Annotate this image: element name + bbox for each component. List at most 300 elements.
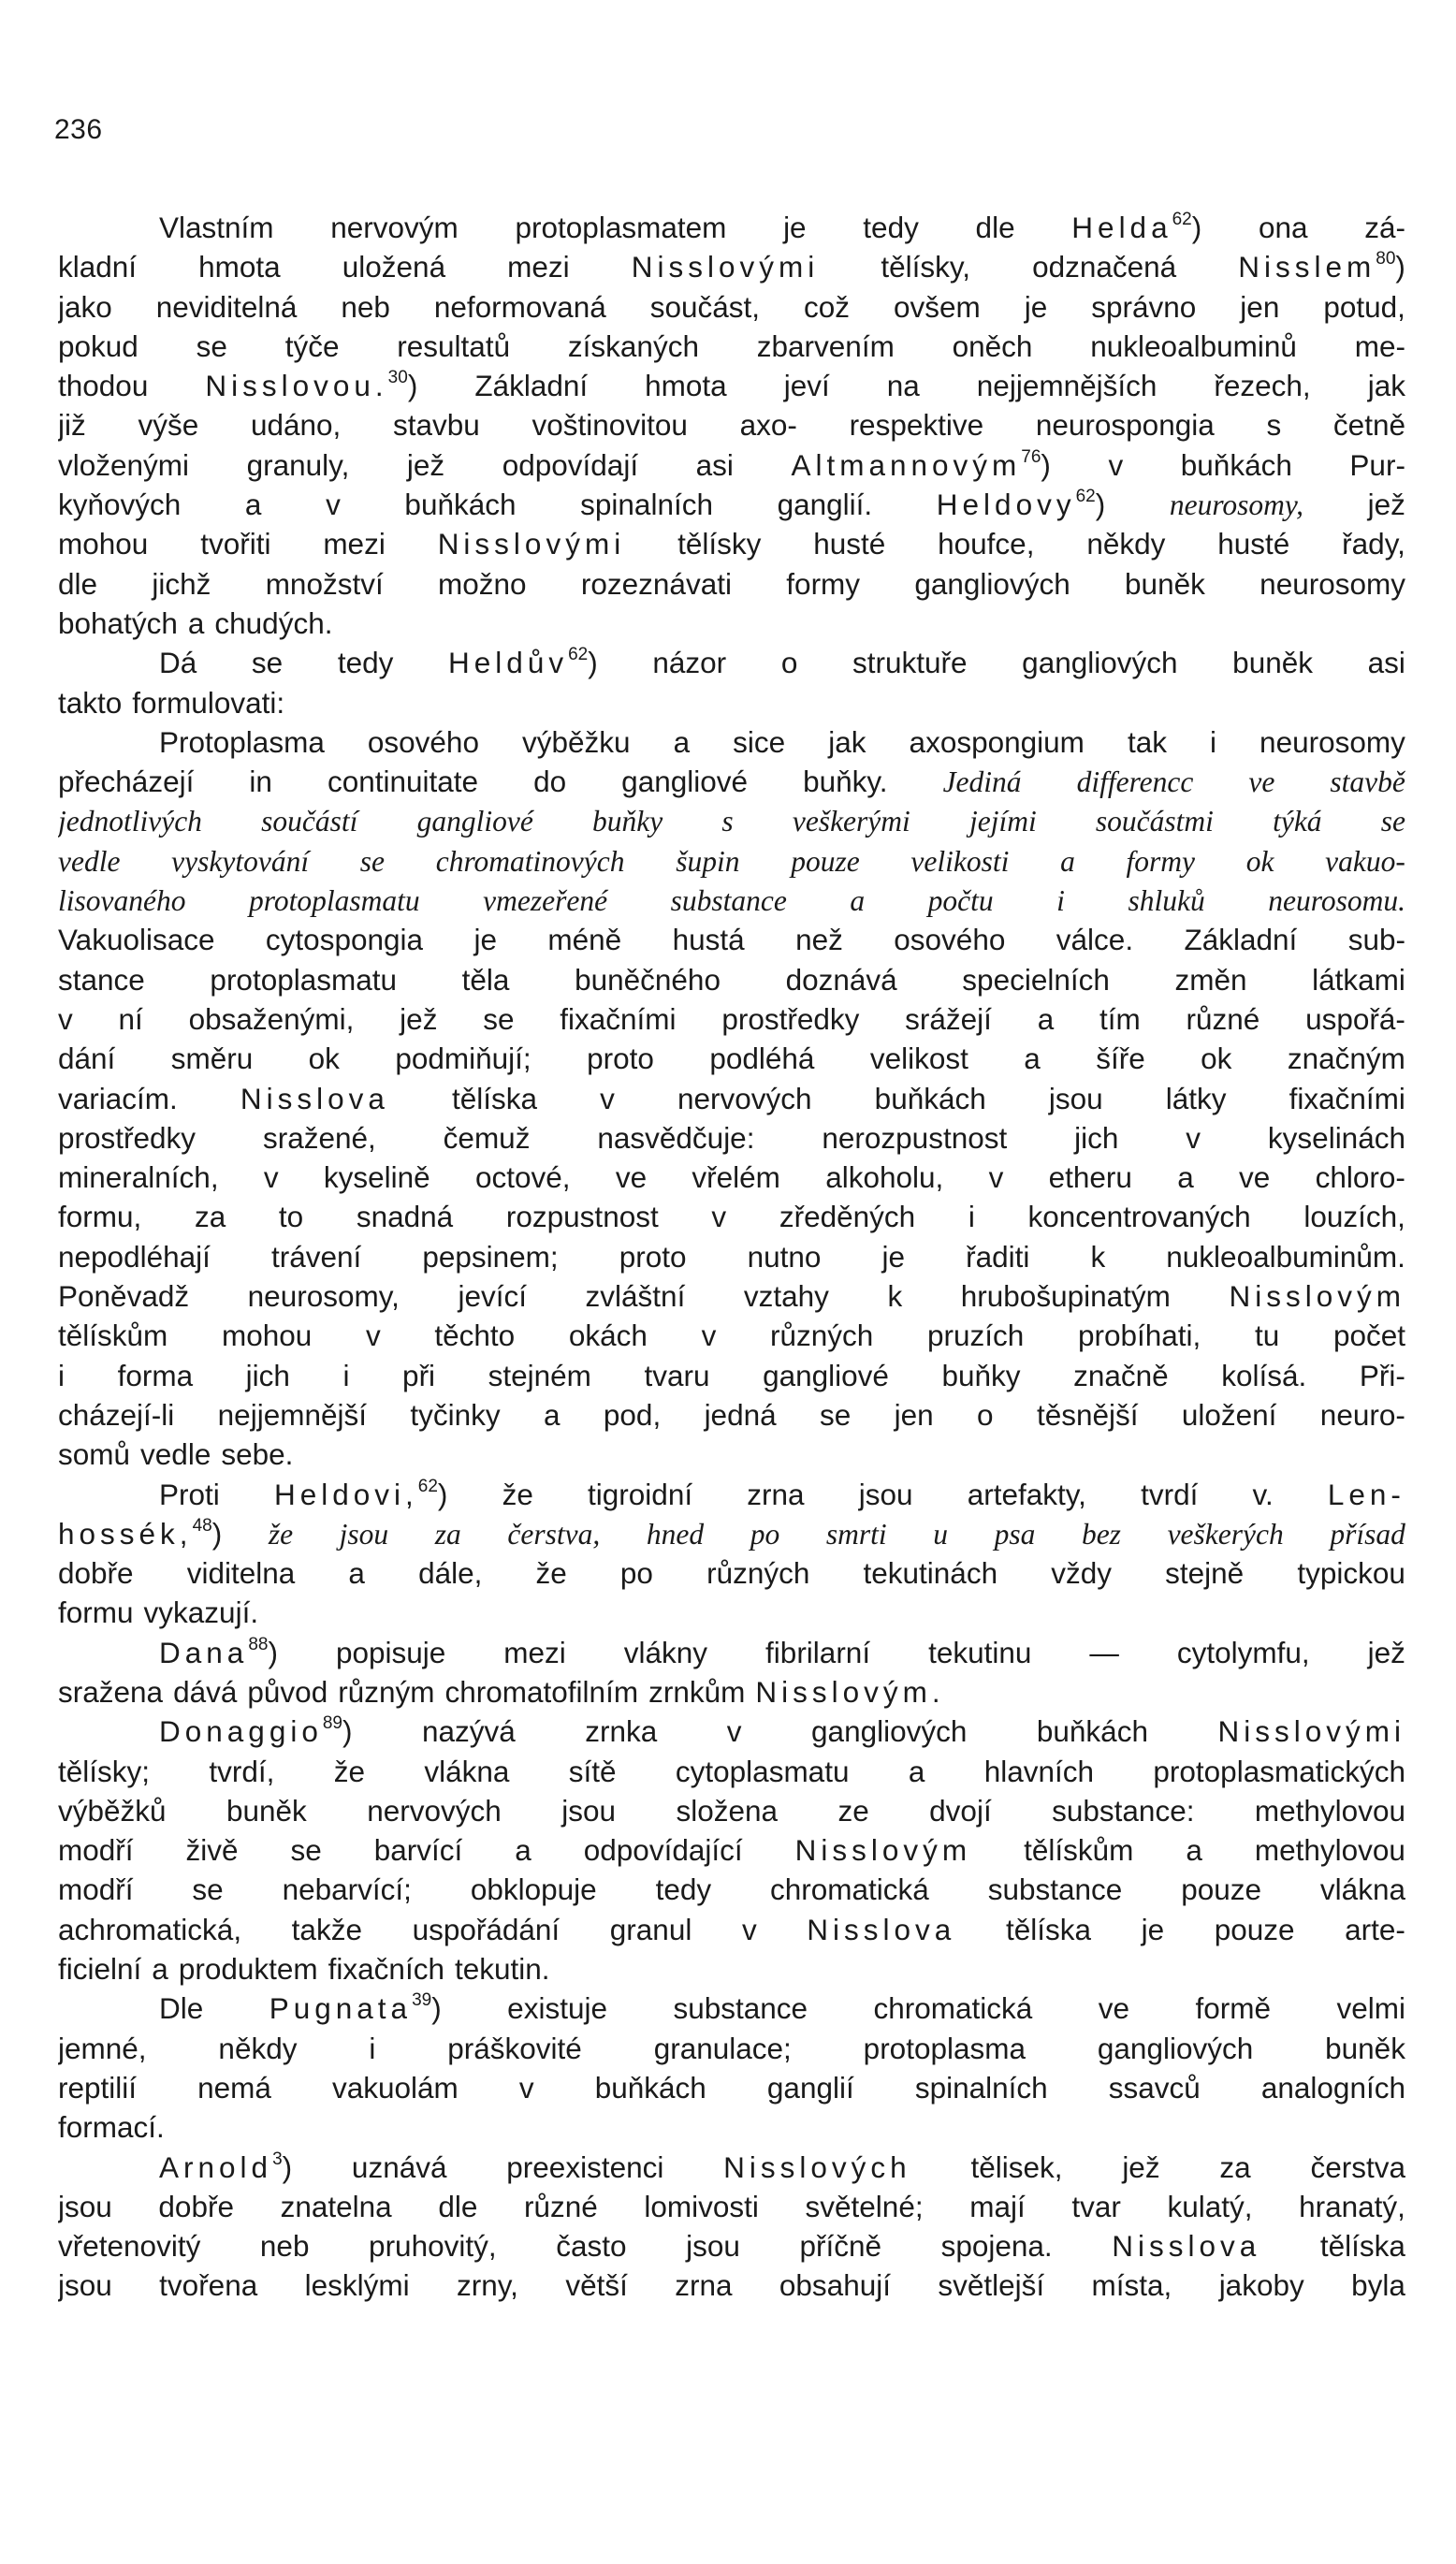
word bbox=[1320, 1395, 1405, 1435]
word bbox=[338, 1672, 434, 1712]
author-name: Heldovy bbox=[936, 488, 1076, 522]
word bbox=[1328, 1475, 1405, 1514]
word-text: a bbox=[515, 1833, 531, 1868]
word bbox=[424, 1752, 509, 1791]
word bbox=[58, 1553, 134, 1593]
word bbox=[561, 1791, 616, 1830]
word-text: popisuje bbox=[335, 1635, 446, 1669]
word-text: rozpustnost bbox=[505, 1200, 659, 1234]
word-text: jako bbox=[58, 289, 112, 324]
word bbox=[795, 920, 843, 959]
word bbox=[1330, 1514, 1405, 1553]
author-name: Nisslovými bbox=[631, 250, 820, 284]
word-text: obsaženými, bbox=[188, 1001, 355, 1036]
italic-word: s bbox=[721, 805, 734, 838]
word-text: tekutinu bbox=[928, 1635, 1032, 1669]
word-text: ovšem bbox=[894, 289, 981, 324]
author-name: Helda bbox=[1071, 211, 1172, 244]
word bbox=[850, 881, 865, 920]
word-text: osového bbox=[894, 923, 1006, 957]
word-text: změn bbox=[1174, 962, 1247, 997]
word bbox=[348, 1553, 365, 1593]
word bbox=[159, 722, 325, 762]
word bbox=[519, 2068, 534, 2107]
word-text: těsnější bbox=[1036, 1397, 1139, 1432]
word bbox=[507, 1989, 607, 2028]
word-text: v bbox=[1186, 1120, 1201, 1155]
body-text bbox=[58, 208, 1405, 2306]
word-text: pouze bbox=[1181, 1872, 1262, 1907]
author-name: Nisslovými bbox=[1217, 1714, 1405, 1749]
word bbox=[132, 683, 284, 722]
word-text: stavbu bbox=[393, 408, 480, 443]
word bbox=[58, 604, 178, 643]
word bbox=[1099, 999, 1141, 1039]
word-text: jež bbox=[400, 1001, 438, 1036]
word bbox=[458, 1276, 527, 1316]
word-text: vztahy bbox=[743, 1279, 829, 1314]
word bbox=[587, 1039, 654, 1078]
word bbox=[1351, 2265, 1405, 2305]
word bbox=[870, 1039, 968, 1078]
word bbox=[1177, 1158, 1194, 1197]
word bbox=[770, 1870, 929, 1909]
word bbox=[404, 485, 516, 524]
word-text: tělískům bbox=[1024, 1833, 1134, 1868]
word bbox=[864, 2029, 1026, 2068]
text-line bbox=[58, 604, 1405, 643]
word-text: preexistenci bbox=[506, 2149, 664, 2184]
word bbox=[938, 524, 1034, 563]
word-text: v. bbox=[1252, 1477, 1274, 1511]
word bbox=[711, 1197, 726, 1236]
word-text: jsou bbox=[561, 1793, 617, 1828]
word-text: spinalních bbox=[580, 488, 713, 522]
word bbox=[1214, 366, 1310, 405]
word bbox=[984, 1752, 1094, 1791]
word-text: respektive bbox=[849, 408, 984, 443]
word-text: tedy bbox=[337, 646, 394, 680]
word-text: mineralních, bbox=[58, 1160, 219, 1195]
word bbox=[1239, 1158, 1270, 1197]
word-text: s bbox=[1266, 408, 1282, 443]
word-text: formu, bbox=[58, 1200, 142, 1234]
text-line bbox=[58, 999, 1405, 1039]
paren: ) bbox=[282, 2149, 293, 2184]
word bbox=[1166, 1237, 1405, 1276]
word-text: dání bbox=[58, 1042, 116, 1076]
text-line bbox=[58, 1712, 1405, 1751]
word-text: a bbox=[152, 1952, 168, 1987]
word-text: stance bbox=[58, 962, 145, 997]
word bbox=[438, 564, 527, 604]
word-text: se bbox=[192, 1872, 224, 1907]
word-text: v bbox=[58, 1001, 73, 1036]
italic-word: ve bbox=[1248, 765, 1275, 799]
word-text: hlavních bbox=[983, 1754, 1095, 1788]
word bbox=[547, 920, 621, 959]
word bbox=[58, 1672, 163, 1712]
text-line bbox=[58, 1791, 1405, 1830]
word-text: formě bbox=[1195, 1991, 1272, 2026]
word bbox=[58, 1276, 189, 1316]
word-text: osového bbox=[367, 724, 479, 759]
word-text: a bbox=[1024, 1042, 1041, 1076]
word bbox=[58, 1870, 134, 1909]
word bbox=[1297, 1553, 1405, 1593]
author-name: Arnold bbox=[159, 2149, 273, 2184]
word-text: forma bbox=[117, 1358, 194, 1392]
word-text: velikost bbox=[869, 1042, 968, 1076]
word bbox=[1325, 841, 1405, 881]
word bbox=[677, 524, 761, 563]
word-text: v bbox=[365, 1318, 381, 1353]
word-text: těchto bbox=[434, 1318, 516, 1353]
italic-word: ok bbox=[1245, 844, 1274, 878]
word bbox=[58, 1752, 150, 1791]
word bbox=[249, 881, 420, 920]
word-text: gangliových bbox=[914, 566, 1070, 601]
citation-number: 76 bbox=[1021, 446, 1041, 467]
word-text: chromatická bbox=[873, 1991, 1033, 2026]
word-text: pruzích bbox=[926, 1318, 1025, 1353]
word-text: vlákna bbox=[1319, 1872, 1405, 1907]
citation-number: 62 bbox=[1172, 210, 1192, 229]
word bbox=[806, 2187, 924, 2226]
word bbox=[1215, 1910, 1295, 1949]
text-line bbox=[58, 722, 1405, 762]
word bbox=[905, 999, 992, 1039]
word bbox=[332, 2068, 459, 2107]
word-text: to bbox=[278, 1200, 304, 1234]
word bbox=[324, 1158, 430, 1197]
word bbox=[58, 1356, 65, 1395]
word-text: mezi bbox=[323, 527, 386, 561]
word-text: i bbox=[58, 1358, 65, 1392]
word-text: jedná bbox=[704, 1397, 777, 1432]
word-text: nervových bbox=[677, 1081, 812, 1115]
word bbox=[222, 1316, 312, 1355]
word bbox=[1090, 327, 1297, 366]
word-text: ssavců bbox=[1108, 2070, 1201, 2105]
word bbox=[1221, 1356, 1306, 1395]
word-text: i bbox=[369, 2031, 376, 2065]
text-line bbox=[58, 1633, 1405, 1672]
word-text: pepsinem; bbox=[422, 1239, 559, 1274]
word-text: Při- bbox=[1359, 1358, 1405, 1392]
italic-word: veškerých bbox=[1167, 1517, 1284, 1551]
word-text: kyňových bbox=[58, 488, 182, 522]
word bbox=[568, 327, 699, 366]
word bbox=[326, 485, 341, 524]
italic-word: jednotlivých bbox=[58, 805, 202, 838]
word bbox=[279, 1197, 303, 1236]
word bbox=[1028, 1197, 1251, 1236]
word bbox=[791, 445, 1050, 485]
word bbox=[600, 1079, 615, 1118]
word-text: nervovým bbox=[330, 211, 459, 244]
author-name: Pugnata bbox=[269, 1991, 413, 2026]
word bbox=[1368, 1633, 1405, 1672]
word bbox=[189, 999, 355, 1039]
word bbox=[522, 722, 631, 762]
word-text: bohatých bbox=[58, 605, 178, 640]
word bbox=[1336, 1989, 1405, 2028]
word-text: uznává bbox=[351, 2149, 447, 2184]
word bbox=[1074, 1118, 1118, 1158]
word bbox=[263, 1118, 376, 1158]
word bbox=[58, 1316, 167, 1355]
word bbox=[152, 1949, 168, 1989]
word-text: obklopuje bbox=[470, 1872, 597, 1907]
word bbox=[292, 1910, 362, 1949]
word bbox=[696, 445, 734, 485]
word-text: octové, bbox=[474, 1160, 571, 1195]
word bbox=[544, 1395, 561, 1435]
word bbox=[205, 366, 417, 405]
word bbox=[654, 2029, 792, 2068]
word-text: příčně bbox=[799, 2229, 882, 2264]
word-text: Proti bbox=[159, 1477, 220, 1511]
word bbox=[1310, 2148, 1405, 2187]
word bbox=[118, 1356, 194, 1395]
word-text: a bbox=[348, 1556, 365, 1591]
word bbox=[503, 1633, 566, 1672]
text-line bbox=[58, 287, 1405, 327]
word bbox=[285, 327, 340, 366]
word-text: sražené, bbox=[262, 1120, 376, 1155]
word-text: pouze bbox=[1214, 1912, 1295, 1946]
word-text: cytospongia bbox=[265, 923, 424, 957]
word-text: tělísky; bbox=[58, 1754, 151, 1788]
word bbox=[58, 1039, 115, 1078]
word-text: počet bbox=[1332, 1318, 1405, 1353]
text-line bbox=[58, 1316, 1405, 1355]
word-text: zvláštní bbox=[585, 1279, 686, 1314]
word-text: formy bbox=[786, 566, 861, 601]
word-text: tvaru bbox=[644, 1358, 710, 1392]
word bbox=[656, 1870, 712, 1909]
italic-word: lisovaného bbox=[58, 884, 186, 918]
word-text: je bbox=[1141, 1912, 1165, 1946]
word-text: asi bbox=[695, 447, 734, 482]
word bbox=[859, 1475, 913, 1514]
word-text: zředěných bbox=[779, 1200, 916, 1234]
text-line bbox=[58, 1237, 1405, 1276]
word bbox=[341, 287, 390, 327]
word-text: výběžku bbox=[522, 724, 631, 759]
word-text: buněk bbox=[1325, 2031, 1405, 2065]
word-text: práškovité bbox=[447, 2031, 582, 2065]
word bbox=[251, 405, 341, 444]
word bbox=[748, 1237, 822, 1276]
paren: ) bbox=[1041, 447, 1051, 482]
word bbox=[644, 2187, 759, 2226]
word-text: formu bbox=[58, 1595, 134, 1630]
word bbox=[140, 1435, 211, 1474]
word bbox=[330, 208, 459, 247]
word-text: byla bbox=[1351, 2268, 1405, 2303]
author-name: Nisslem bbox=[1238, 250, 1376, 284]
text-line bbox=[58, 960, 1405, 999]
italic-word: chromatinových bbox=[435, 844, 625, 878]
word bbox=[909, 1752, 925, 1791]
word-text: jichž bbox=[152, 566, 211, 601]
word-text: reptilií bbox=[58, 2070, 138, 2105]
word-text: takto bbox=[58, 685, 123, 720]
word-text: je bbox=[473, 923, 497, 957]
word bbox=[240, 1079, 389, 1118]
word bbox=[705, 1395, 777, 1435]
word bbox=[274, 1475, 447, 1514]
word-text: což bbox=[804, 289, 851, 324]
word bbox=[1255, 1791, 1405, 1830]
word bbox=[943, 762, 1022, 801]
word bbox=[779, 2265, 891, 2305]
text-line bbox=[58, 366, 1405, 405]
word bbox=[604, 1395, 661, 1435]
italic-word: týká bbox=[1273, 805, 1322, 838]
word bbox=[397, 327, 510, 366]
word bbox=[887, 1276, 902, 1316]
word bbox=[966, 1237, 1029, 1276]
word bbox=[757, 327, 895, 366]
word-text: cházejí-li bbox=[58, 1397, 175, 1432]
word bbox=[647, 1514, 704, 1553]
word-text: o bbox=[977, 1397, 994, 1432]
word bbox=[592, 801, 662, 840]
word bbox=[58, 1949, 141, 1989]
word-text: zrna bbox=[675, 2268, 733, 2303]
word-text: neurospongia bbox=[1035, 408, 1215, 443]
word-text: množství bbox=[265, 566, 384, 601]
word-text: ve bbox=[615, 1160, 648, 1195]
word bbox=[1037, 1712, 1148, 1751]
word bbox=[1273, 801, 1321, 840]
text-line bbox=[58, 485, 1405, 524]
word-text: protoplasma bbox=[863, 2031, 1026, 2065]
word-text: i bbox=[968, 1200, 975, 1234]
author-name: Donaggio bbox=[159, 1714, 323, 1749]
word-text: se bbox=[251, 646, 284, 680]
italic-word: differencc bbox=[1076, 765, 1194, 799]
word-text: protoplasmatických bbox=[1153, 1754, 1405, 1788]
word-text: znatelna bbox=[280, 2189, 392, 2223]
word bbox=[702, 1316, 717, 1355]
word-text: sítě bbox=[568, 1754, 617, 1788]
word bbox=[624, 1633, 707, 1672]
word-text: jakoby bbox=[1218, 2268, 1304, 2303]
word-text: týče bbox=[284, 328, 340, 363]
word bbox=[58, 762, 194, 801]
word bbox=[1122, 2148, 1159, 2187]
word-text: gangliové bbox=[763, 1358, 889, 1392]
word-text: tělisek, bbox=[970, 2149, 1063, 2184]
word bbox=[197, 327, 227, 366]
word bbox=[962, 960, 1110, 999]
text-line bbox=[58, 683, 1405, 722]
word-text: ok bbox=[308, 1042, 340, 1076]
paren: ) bbox=[1395, 250, 1405, 284]
word-text: variacím. bbox=[58, 1081, 178, 1115]
author-name: hossék, bbox=[58, 1516, 193, 1551]
word-text: tělísky bbox=[677, 527, 762, 561]
word-text: chromatofilním bbox=[444, 1674, 639, 1709]
word bbox=[435, 1514, 461, 1553]
word-text: zbarvením bbox=[756, 328, 895, 363]
word bbox=[1320, 2226, 1405, 2265]
word-text: o bbox=[780, 646, 798, 680]
word-text: tedy bbox=[655, 1872, 712, 1907]
word-text: živě bbox=[185, 1833, 239, 1868]
word-text: vlákna bbox=[424, 1754, 510, 1788]
word bbox=[850, 405, 984, 444]
word bbox=[1052, 1791, 1194, 1830]
word bbox=[786, 960, 897, 999]
word bbox=[723, 2148, 911, 2187]
word-text: srážejí bbox=[905, 1001, 992, 1036]
word bbox=[584, 1830, 743, 1870]
word bbox=[1096, 1039, 1145, 1078]
word-text: mají bbox=[969, 2189, 1026, 2223]
word bbox=[585, 1712, 657, 1751]
word bbox=[58, 683, 122, 722]
word-text: odpovídající bbox=[583, 1833, 743, 1868]
word bbox=[811, 1712, 967, 1751]
word-text: podmiňují; bbox=[395, 1042, 531, 1076]
word-text: přecházejí bbox=[58, 765, 195, 799]
word bbox=[595, 2068, 706, 2107]
word-text: mohou bbox=[221, 1318, 313, 1353]
word-text: husté bbox=[813, 527, 886, 561]
word-text: že bbox=[333, 1754, 366, 1788]
word-text: gangliových bbox=[811, 1714, 968, 1749]
word bbox=[1051, 1553, 1112, 1593]
citation-number: 62 bbox=[1075, 487, 1096, 507]
word-text: in bbox=[249, 765, 272, 799]
word-text: i bbox=[342, 1358, 350, 1392]
word bbox=[374, 1830, 463, 1870]
word bbox=[915, 2068, 1048, 2107]
word bbox=[261, 801, 357, 840]
word bbox=[58, 524, 148, 563]
word-text: než bbox=[795, 923, 843, 957]
word bbox=[393, 405, 480, 444]
word-text: v bbox=[326, 488, 341, 522]
word-text: dává bbox=[173, 1674, 238, 1709]
word bbox=[445, 1672, 639, 1712]
paren: ) bbox=[211, 1516, 223, 1551]
word-text: jež bbox=[406, 447, 445, 482]
word-text: jsou bbox=[858, 1477, 913, 1511]
word-text: vloženými bbox=[58, 447, 190, 482]
word bbox=[881, 247, 970, 286]
word-text: buněčného bbox=[575, 962, 721, 997]
word-text: v bbox=[711, 1200, 727, 1234]
word bbox=[246, 1356, 290, 1395]
word-text: uložení bbox=[1181, 1397, 1277, 1432]
text-line bbox=[58, 1435, 1405, 1474]
word bbox=[309, 1039, 340, 1078]
word bbox=[620, 1553, 653, 1593]
word-text: odznačená bbox=[1032, 250, 1177, 284]
word bbox=[1316, 1158, 1405, 1197]
word-text: jich bbox=[245, 1358, 290, 1392]
word bbox=[1056, 920, 1133, 959]
word bbox=[366, 1316, 381, 1355]
word bbox=[588, 1475, 692, 1514]
word-text: methylovou bbox=[1254, 1833, 1405, 1868]
